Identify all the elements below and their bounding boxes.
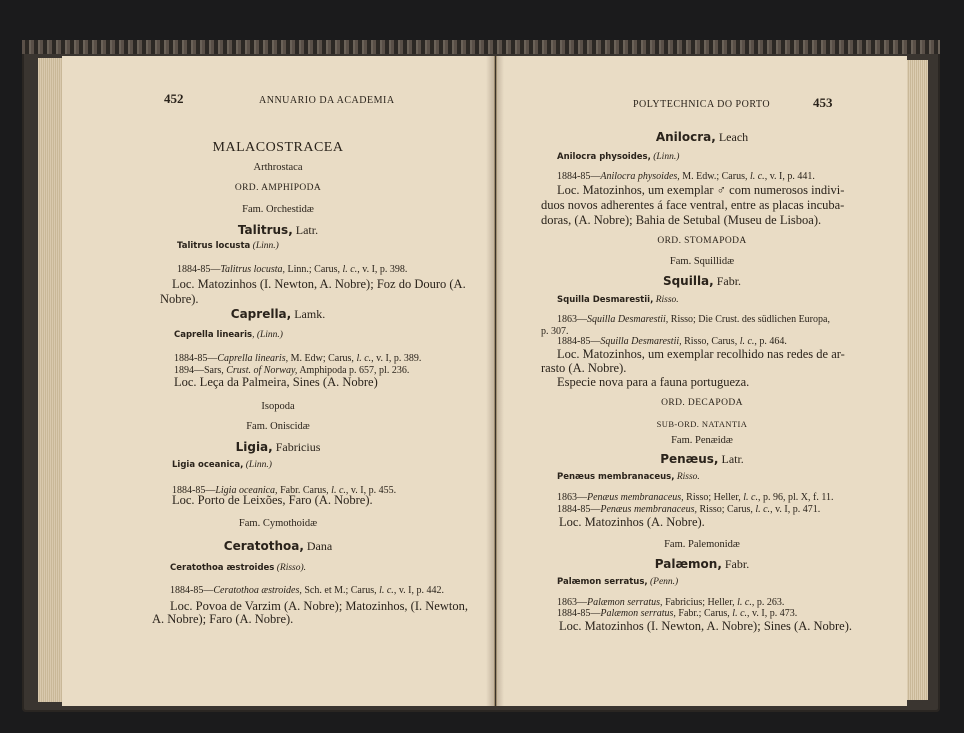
reference-line: 1894—Sars, Crust. of Norway, Amphipoda p. 657, pl. 236. bbox=[174, 365, 410, 376]
locality-line: Loc. Povoa de Varzim (A. Nobre); Matozinhos, (I. Newton, bbox=[170, 599, 468, 613]
page-number: 453 bbox=[813, 95, 833, 110]
locality-line: Loc. Leça da Palmeira, Sines (A. Nobre) bbox=[174, 375, 378, 389]
species-heading: Penæus membranaceus, Risso. bbox=[557, 472, 700, 482]
locality-line: A. Nobre); Faro (A. Nobre). bbox=[152, 612, 294, 626]
genus-heading: Squilla, Fabr. bbox=[662, 274, 742, 288]
species-heading: Ligia oceanica, (Linn.) bbox=[172, 460, 272, 470]
locality-line: rasto (A. Nobre). bbox=[541, 361, 627, 375]
left-page-stack bbox=[38, 58, 62, 702]
order-heading: ORD. STOMAPODA bbox=[657, 236, 747, 246]
genus-heading: Ligia, Fabricius bbox=[235, 440, 321, 454]
genus-heading: Palæmon, Fabr. bbox=[654, 557, 750, 571]
reference-line: 1884-85—Squilla Desmarestii, Risso, Carus, l. c., p. 464. bbox=[557, 336, 787, 347]
genus-heading: Penæus, Latr. bbox=[660, 452, 744, 466]
locality-line: Loc. Porto de Leixões, Faro (A. Nobre). bbox=[172, 493, 373, 507]
reference-line: 1884-85—Palæmon serratus, Fabr.; Carus, l. c., v. I, p. 473. bbox=[557, 608, 798, 619]
reference-line: 1863—Palæmon serratus, Fabricius; Heller, l. c., p. 263. bbox=[557, 597, 785, 608]
running-head: ANNUARIO DA ACADEMIA bbox=[259, 95, 395, 106]
reference-line: 1884-85—Anilocra physoides, M. Edw.; Carus, l. c., v. I, p. 441. bbox=[557, 171, 815, 182]
locality-line: Loc. Matozinhos (I. Newton, A. Nobre); Sines (A. Nobre). bbox=[559, 619, 852, 633]
genus-heading: Talitrus, Latr. bbox=[237, 223, 319, 237]
section-title: MALACOSTRACEA bbox=[212, 140, 344, 155]
reference-line: 1863—Squilla Desmarestii, Risso; Die Crust. des südlichen Europa, bbox=[557, 314, 830, 325]
locality-line: Loc. Matozinhos (A. Nobre). bbox=[559, 515, 705, 529]
genus-heading: Anilocra, Leach bbox=[655, 130, 749, 144]
running-head: POLYTECHNICA DO PORTO bbox=[633, 99, 771, 110]
family-heading: Fam. Cymothoidæ bbox=[238, 518, 318, 529]
left-page bbox=[62, 56, 495, 706]
reference-line: 1884-85—Penæus membranaceus, Risso; Carus, l. c., v. I, p. 471. bbox=[557, 504, 821, 515]
book-gutter bbox=[486, 56, 504, 706]
note-line: Especie nova para a fauna portugueza. bbox=[557, 375, 750, 389]
right-page-stack bbox=[906, 60, 928, 700]
species-heading: Talitrus locusta (Linn.) bbox=[177, 241, 279, 251]
locality-line: Nobre). bbox=[160, 292, 199, 306]
genus-heading: Caprella, Lamk. bbox=[230, 307, 326, 321]
species-heading: Ceratothoa æstroides (Risso). bbox=[170, 563, 307, 573]
reference-line: 1884-85—Talitrus locusta, Linn.; Carus, l. c., v. I, p. 398. bbox=[177, 264, 408, 275]
family-heading: Fam. Penæidæ bbox=[671, 435, 733, 446]
page-number: 452 bbox=[164, 91, 184, 106]
order-heading: ORD. DECAPODA bbox=[661, 398, 743, 408]
family-heading: Fam. Palemonidæ bbox=[664, 539, 740, 550]
suborder-heading: SUB-ORD. NATANTIA bbox=[656, 419, 748, 429]
subsection-title: Arthrostaca bbox=[253, 162, 303, 173]
locality-line: duos novos adherentes á face ventral, entre as placas incuba- bbox=[541, 198, 845, 212]
species-heading: Anilocra physoides, (Linn.) bbox=[557, 152, 680, 162]
family-heading: Fam. Squillidæ bbox=[669, 256, 735, 267]
book-spine-edge bbox=[22, 40, 940, 54]
locality-line: Loc. Matozinhos, um exemplar recolhido nas redes de ar- bbox=[557, 347, 845, 361]
species-heading: Squilla Desmarestii, Risso. bbox=[557, 295, 679, 305]
subsection-title: Isopoda bbox=[261, 401, 295, 412]
reference-line: 1863—Penæus membranaceus, Risso; Heller, l. c., p. 96, pl. X, f. 11. bbox=[557, 492, 834, 503]
species-heading: Caprella linearis, (Linn.) bbox=[174, 330, 283, 340]
species-heading: Palæmon serratus, (Penn.) bbox=[557, 577, 679, 587]
genus-heading: Ceratothoa, Dana bbox=[223, 539, 333, 553]
locality-line: doras, (A. Nobre); Bahia de Setubal (Museu de Lisboa). bbox=[541, 213, 822, 227]
family-heading: Fam. Oniscidæ bbox=[246, 421, 310, 432]
reference-line: 1884-85—Ceratothoa æstroides, Sch. et M.; Carus, l. c., v. I, p. 442. bbox=[170, 585, 444, 596]
locality-line: Loc. Matozinhos (I. Newton, A. Nobre); Foz do Douro (A. bbox=[172, 277, 466, 291]
order-heading: ORD. AMPHIPODA bbox=[234, 183, 322, 193]
locality-line: Loc. Matozinhos, um exemplar ♂ com numerosos indivi- bbox=[557, 183, 845, 197]
right-page bbox=[496, 56, 907, 706]
reference-line: 1884-85—Ligia oceanica, Fabr. Carus, l. c., v. I, p. 455. bbox=[172, 485, 397, 496]
reference-line: p. 307. bbox=[541, 326, 569, 337]
family-heading: Fam. Orchestidæ bbox=[242, 204, 314, 215]
reference-line: 1884-85—Caprella linearis, M. Edw; Carus, l. c., v. I, p. 389. bbox=[174, 353, 422, 364]
